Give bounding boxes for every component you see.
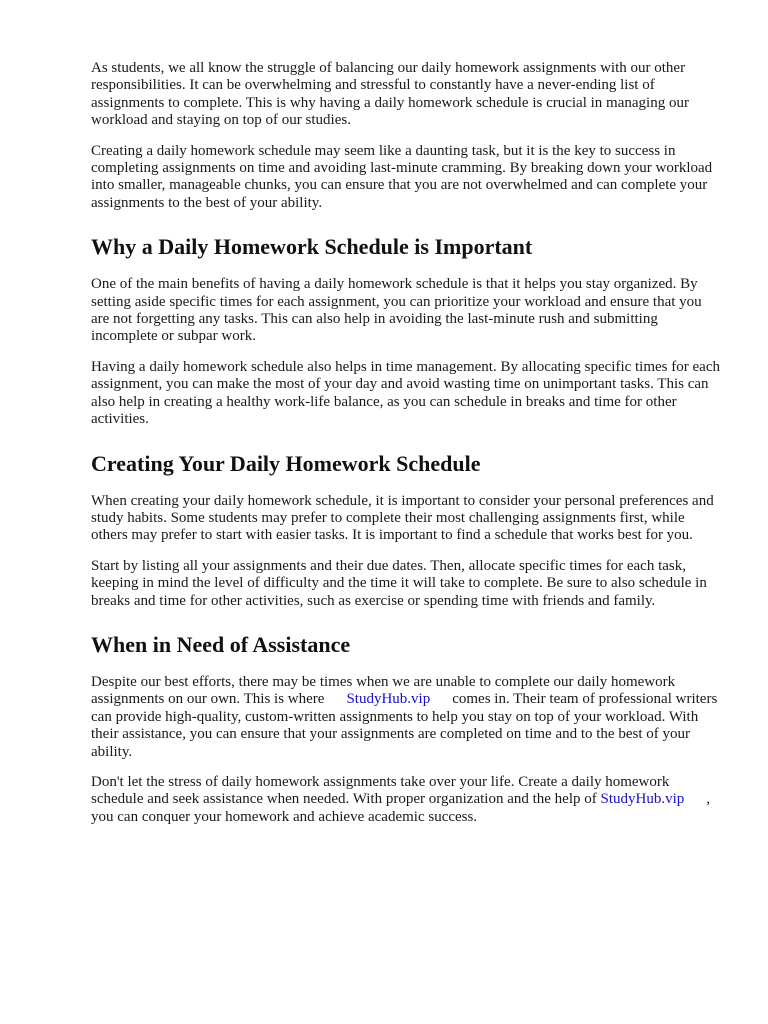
studyhub-link-2[interactable]: StudyHub.vip <box>600 791 685 808</box>
heading-creating-schedule: Creating Your Daily Homework Schedule <box>91 450 481 476</box>
intro-paragraph-1: As students, we all know the struggle of balancing our daily homework assignments with our other responsibilities. It can be overwhelming and stressful to constantly have a never-ending list of assignments to complete. This is why having a daily homework schedule is crucial in managing our workload and staying on top of our studies. <box>91 60 689 129</box>
heading-need-assistance: When in Need of Assistance <box>91 631 351 657</box>
assistance-paragraph-2 <box>91 774 723 826</box>
important-paragraph-2: Having a daily homework schedule also helps in time management. By allocating specific times for each assignment, you can make the most of your day and avoid wasting time on unimportant tasks. This can also help in creating a healthy work-life balance, as you can schedule in breaks and time for other activities. <box>91 358 720 428</box>
assistance-p2-text-before: Don't let the stress of daily homework assignments take over your life. Create a daily homework schedule and seek assistance when needed. With proper organization and the help of <box>91 773 670 808</box>
creating-paragraph-2: Start by listing all your assignments and their due dates. Then, allocate specific times for each task, keeping in mind the level of difficulty and the time it will take to complete. Be sure to also schedule in breaks and time for other activities, such as exercise or spending time with friends and family. <box>91 557 707 609</box>
assistance-p1-text-after: comes in. Their team of professional writers can provide high-quality, custom-written assignments to help you stay on top of your workload. With their assistance, you can ensure that your assignments are completed on time and to the best of your ability. <box>91 691 718 760</box>
assistance-p2-text-after: , you can conquer your homework and achieve academic success. <box>91 791 711 825</box>
assistance-p1-text-before: Despite our best efforts, there may be times when we are unable to complete our daily homework assignments on our own. This is where <box>91 673 676 708</box>
assistance-paragraph-1 <box>91 674 723 761</box>
document-page <box>91 60 723 826</box>
studyhub-link-1[interactable]: StudyHub.vip <box>346 691 431 708</box>
intro-paragraph-2: Creating a daily homework schedule may seem like a daunting task, but it is the key to success in completing assignments on time and avoiding last-minute cramming. By breaking down your workload into smaller, manageable chunks, you can ensure that you are not overwhelmed and can complete your assignments to the best of your ability. <box>91 142 713 211</box>
heading-why-important: Why a Daily Homework Schedule is Important <box>91 234 533 260</box>
important-paragraph-1: One of the main benefits of having a daily homework schedule is that it helps you stay organized. By setting aside specific times for each assignment, you can prioritize your workload and ensure that you are not forgetting any tasks. This can also help in avoiding the last-minute rush and submitting incomplete or subpar work. <box>91 276 702 345</box>
creating-paragraph-1: When creating your daily homework schedule, it is important to consider your personal preferences and study habits. Some students may prefer to complete their most challenging assignments first, while others may prefer to start with easier tasks. It is important to find a schedule that works best for you. <box>91 492 714 544</box>
